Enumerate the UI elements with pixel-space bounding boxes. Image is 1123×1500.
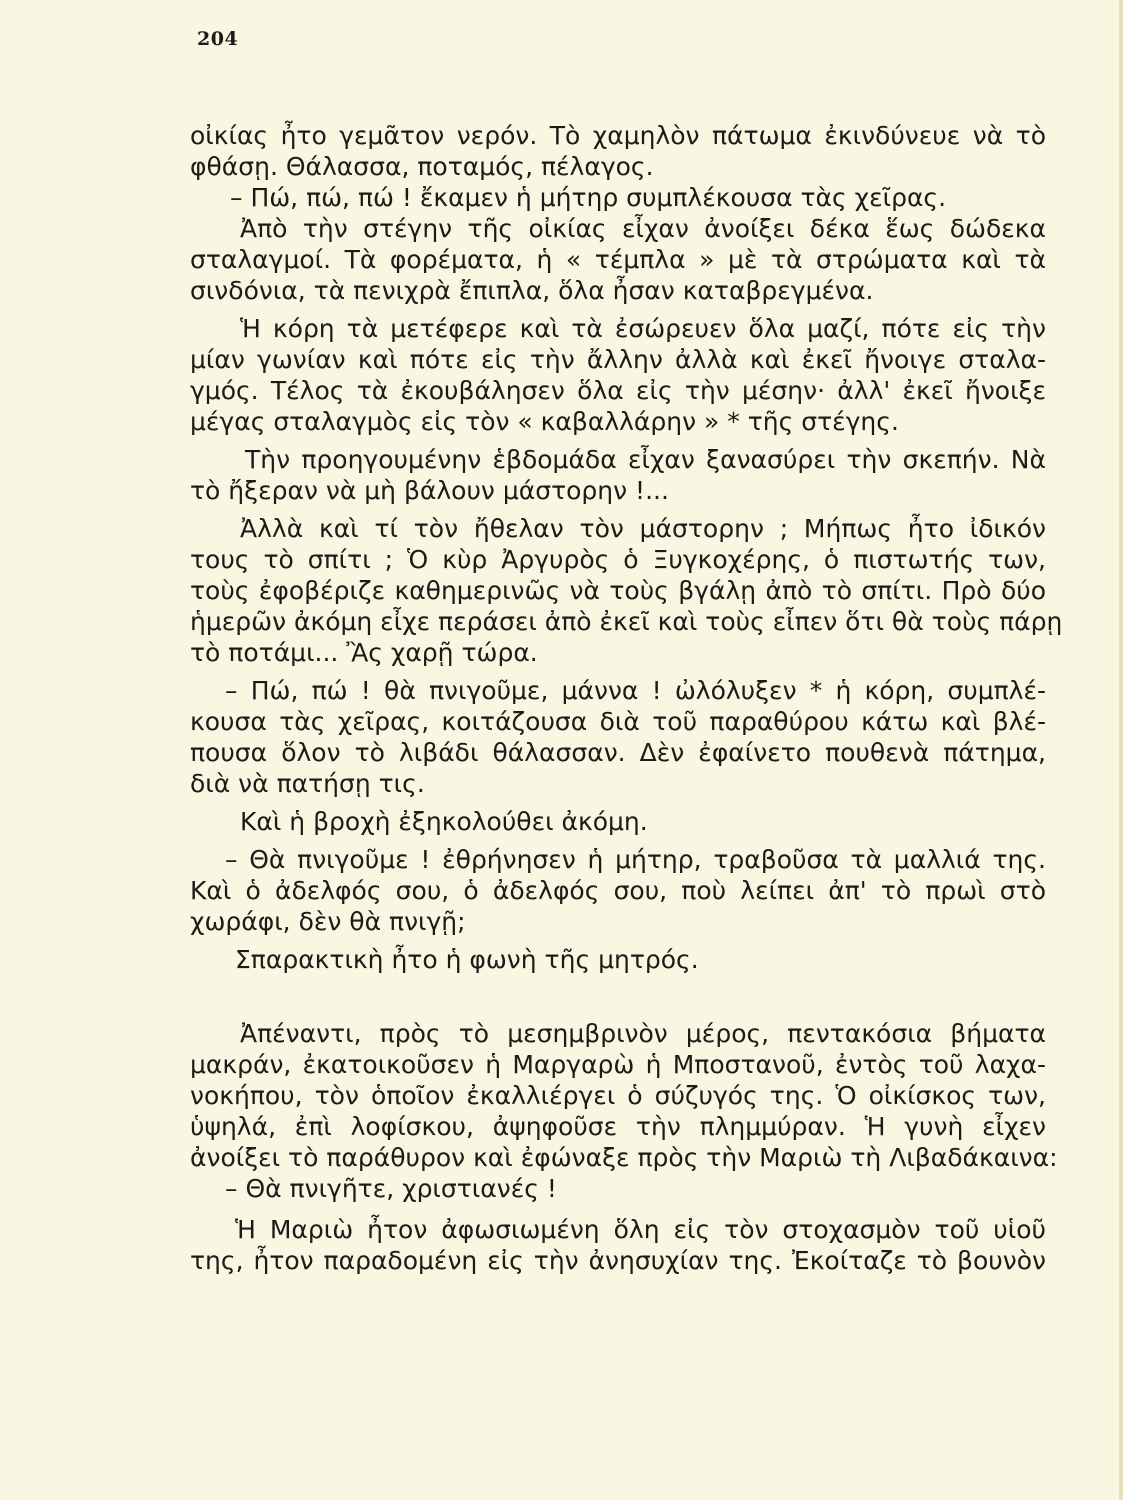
text-line: σινδόνια, τὰ πενιχρὰ ἔπιπλα, ὅλα ἦσαν καταβρεγμένα. <box>190 276 874 305</box>
text-line: μέγας σταλαγμὸς εἰς τὸν « καβαλλάρην » * τῆς στέγης. <box>190 407 899 436</box>
page-number: 204 <box>197 28 239 50</box>
text-line: γμός. Τέλος τὰ ἐκουβάλησεν ὅλα εἰς τὴν μέσην· ἀλλ' ἐκεῖ ἤνοιξε <box>190 376 1046 405</box>
text-line: ἡμερῶν ἀκόμη εἶχε περάσει ἀπὸ ἐκεῖ καὶ τοὺς εἶπεν ὅτι θὰ τοὺς πάρῃ <box>190 607 1063 636</box>
text-line: τοὺς ἐφοβέριζε καθημερινῶς νὰ τοὺς βγάλῃ ἀπὸ τὸ σπίτι. Πρὸ δύο <box>190 576 1046 605</box>
text-line: μίαν γωνίαν καὶ πότε εἰς τὴν ἄλλην ἀλλὰ καὶ ἐκεῖ ἤνοιγε σταλα- <box>190 345 1046 374</box>
text-line: Σπαρακτικὴ ἦτο ἡ φωνὴ τῆς μητρός. <box>235 945 699 974</box>
text-line: Ἀπὸ τὴν στέγην τῆς οἰκίας εἶχαν ἀνοίξει δέκα ἕως δώδεκα <box>240 214 1046 243</box>
text-line: κουσα τὰς χεῖρας, κοιτάζουσα διὰ τοῦ παραθύρου κάτω καὶ βλέ- <box>190 707 1046 736</box>
text-line: Ἀλλὰ καὶ τί τὸν ἤθελαν τὸν μάστορην ; Μήπως ἦτο ἰδικόν <box>240 514 1046 543</box>
text-line: σταλαγμοί. Τὰ φορέματα, ἡ « τέμπλα » μὲ τὰ στρώματα καὶ τὰ <box>190 245 1046 274</box>
body-text <box>190 120 1063 1275</box>
text-line: – Πώ, πώ ! θὰ πνιγοῦμε, μάννα ! ὠλόλυξεν * ἡ κόρη, συμπλέ- <box>225 676 1046 705</box>
text-line: τὸ ποτάμι... Ἂς χαρῇ τώρα. <box>190 638 538 667</box>
text-line: Ἡ Μαριὼ ἦτον ἀφωσιωμένη ὅλη εἰς τὸν στοχασμὸν τοῦ υἱοῦ <box>235 1215 1046 1244</box>
text-line: οἰκίας ἦτο γεμᾶτον νερόν. Τὸ χαμηλὸν πάτωμα ἐκινδύνευε νὰ τὸ <box>190 121 1046 150</box>
text-line: Τὴν προηγουμένην ἑβδομάδα εἶχαν ξανασύρει τὴν σκεπήν. Νὰ <box>245 445 1046 474</box>
text-line: τὸ ἤξεραν νὰ μὴ βάλουν μάστορην !... <box>190 476 669 505</box>
text-line: ἀνοίξει τὸ παράθυρον καὶ ἐφώναξε πρὸς τὴν Μαριὼ τὴ Λιβαδάκαινα: <box>190 1143 1058 1172</box>
text-line: τους τὸ σπίτι ; Ὁ κὺρ Ἀργυρὸς ὁ Ξυγκοχέρης, ὁ πιστωτής των, <box>190 545 1046 574</box>
text-line: – Πώ, πώ, πώ ! ἔκαμεν ἡ μήτηρ συμπλέκουσα τὰς χεῖρας. <box>230 183 947 212</box>
text-line: Καὶ ἡ βροχὴ ἐξηκολούθει ἀκόμη. <box>240 807 648 836</box>
page-edge <box>1119 0 1123 1500</box>
text-line: διὰ νὰ πατήσῃ τις. <box>190 769 425 798</box>
text-line: – Θὰ πνιγῆτε, χριστιανές ! <box>225 1174 557 1203</box>
text-line: Ἀπέναντι, πρὸς τὸ μεσημβρινὸν μέρος, πεντακόσια βήματα <box>240 1019 1046 1048</box>
text-line: χωράφι, δὲν θὰ πνιγῇ; <box>190 907 466 936</box>
text-line: μακράν, ἐκατοικοῦσεν ἡ Μαργαρὼ ἡ Μποστανοῦ, ἐντὸς τοῦ λαχα- <box>190 1050 1046 1079</box>
text-line: Ἡ κόρη τὰ μετέφερε καὶ τὰ ἐσώρευεν ὅλα μαζί, πότε εἰς τὴν <box>240 314 1046 343</box>
text-line: Καὶ ὁ ἀδελφός σου, ὁ ἀδελφός σου, ποὺ λείπει ἀπ' τὸ πρωὶ στὸ <box>190 876 1046 905</box>
text-line: νοκήπου, τὸν ὁποῖον ἐκαλλιέργει ὁ σύζυγός της. Ὁ οἰκίσκος των, <box>190 1081 1046 1110</box>
text-line: – Θὰ πνιγοῦμε ! ἐθρήνησεν ἡ μήτηρ, τραβοῦσα τὰ μαλλιά της. <box>225 845 1046 874</box>
text-line: φθάσῃ. Θάλασσα, ποταμός, πέλαγος. <box>190 152 654 181</box>
text-line: της, ἦτον παραδομένη εἰς τὴν ἀνησυχίαν της. Ἐκοίταζε τὸ βουνὸν <box>190 1246 1046 1275</box>
text-line: πουσα ὅλον τὸ λιβάδι θάλασσαν. Δὲν ἐφαίνετο πουθενὰ πάτημα, <box>190 738 1046 767</box>
text-line: ὑψηλά, ἐπὶ λοφίσκου, ἀψηφοῦσε τὴν πλημμύραν. Ἡ γυνὴ εἶχεν <box>190 1112 1046 1141</box>
